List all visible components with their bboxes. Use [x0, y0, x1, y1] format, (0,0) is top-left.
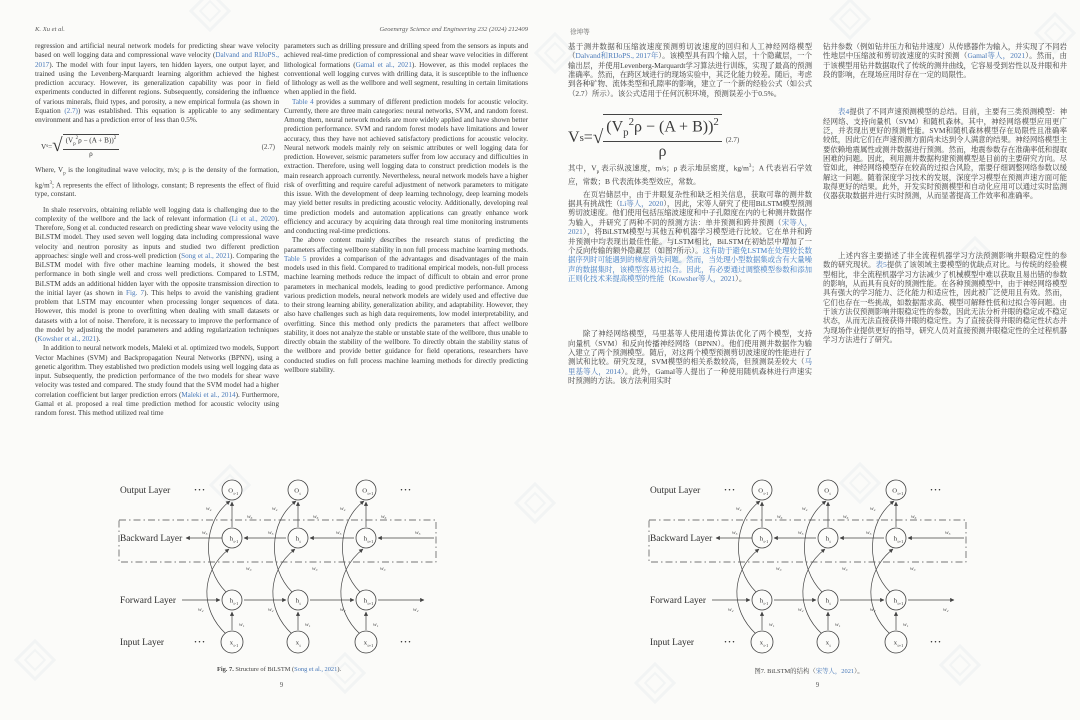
svg-text:h: h — [363, 535, 367, 543]
svg-text:t+1: t+1 — [367, 539, 374, 544]
svg-text:w₅: w₅ — [415, 530, 421, 536]
text-segment: 3 — [748, 164, 752, 170]
citation-link[interactable]: Li et al., 2020 — [231, 214, 275, 223]
text-segment: ). Therefore, Song et al. conducted research on predicting shear wave velocity using the BiLSTM model. They used seven well logging data including compressional wave velocity and neutron porosity as inputs and studied two different prediction approaches: single well and cross-well prediction ( — [35, 214, 279, 260]
text-segment: ; A represents the effect of lithology, constant; B represents the effect of fluid type, constant. — [35, 181, 279, 199]
text-segment: 基于测井数据和压缩波速度预测剪切波速度的回归和人工神经网络模型（ — [568, 42, 812, 61]
text-segment: ) was established. This equation is applicable to any sedimentary environment and has a prediction error of less than 0.5%. — [35, 106, 279, 124]
citation-link[interactable]: Song et al., 2021 — [294, 666, 338, 673]
text-segment: ). — [96, 335, 101, 344]
citation-link[interactable]: Gamal et al., 2021 — [355, 60, 412, 69]
svg-text:w₆: w₆ — [777, 514, 783, 520]
text-segment: ）。 — [854, 668, 864, 675]
citation-link[interactable]: Dalvand and RIJoPS., 2017 — [35, 51, 279, 69]
svg-text:w₃: w₃ — [380, 566, 386, 572]
eq-lhs-sub: s — [46, 144, 49, 150]
paragraph — [35, 206, 279, 345]
svg-text:t: t — [299, 643, 301, 648]
citation-link[interactable]: 马里基等人，2014 — [568, 357, 812, 376]
svg-text:w₅: w₅ — [732, 530, 738, 536]
svg-text:Backward Layer: Backward Layer — [120, 534, 183, 544]
paragraph — [35, 344, 279, 418]
bilstm-diagram — [118, 470, 440, 662]
svg-text:O: O — [758, 487, 763, 495]
paragraph — [35, 166, 279, 200]
paragraph — [823, 42, 1067, 79]
svg-text:x: x — [295, 639, 299, 647]
citation-link[interactable]: 表4 — [838, 107, 850, 117]
svg-text:w₅: w₅ — [268, 530, 274, 536]
text-segment: p — [596, 170, 600, 176]
svg-text:w₄: w₄ — [736, 506, 742, 512]
text-segment: provides a comparison of the advantages and disadvantages of the main models used in this field. Compared to traditional empirical models, non-full process machine learning methods reduce the impact of difficult to obtain and error prone parameters in mechanical models, leading to good predictive performance. Among various prediction models, neural network models are widely used and effective due to their strong learning ability, generalization ability, and adaptability. However, they also have challenges such as high data requirements, low model interpretability, and overfitting. Since this method only predicts the parameters that affect wellbore stability, it does not analyze the stable or unstable state of the wellbore, thus unable to directly obtain the stability of the wellbore. To directly obtain the stability status of the wellbore and provide better guidance for field operations, researchers have conducted studies on full process machine learning methods for directly predicting wellbore stability. — [284, 254, 528, 374]
svg-text:w₄: w₄ — [206, 506, 212, 512]
eq-lhs: V — [41, 142, 47, 151]
svg-text:O: O — [294, 487, 299, 495]
svg-text:t+1: t+1 — [367, 601, 374, 606]
paragraph — [568, 190, 812, 283]
text-segment: BiLSTM的结构（ — [767, 668, 816, 675]
text-segment: In shale reservoirs, obtaining reliable well logging data is challenging due to the complexity of the wellbore and the lack of relevant information ( — [35, 205, 279, 223]
paragraph — [568, 162, 812, 187]
paragraph — [284, 236, 528, 375]
svg-text:w₂: w₂ — [728, 607, 734, 613]
equation-number: (2.7) — [725, 136, 740, 145]
eq-numerator: $(V_p^2\rho - (A + B))^2$ — [63, 136, 120, 149]
svg-text:t-1: t-1 — [763, 601, 769, 606]
svg-text:t: t — [829, 491, 831, 496]
svg-text:t-1: t-1 — [233, 539, 239, 544]
bilstm-structure-figure — [648, 470, 970, 675]
paragraph — [568, 329, 812, 385]
svg-text:w₂: w₂ — [198, 607, 204, 613]
right-page-column-2 — [823, 42, 1067, 344]
equation-number: (2.7) — [261, 142, 275, 151]
text-segment: ). Comparing the BiLSTM model with five other machine learning models, it showed the best performance in both single well and cross well predictions. Compared to LSTM, BiLSTM adds an additional hidden layer with the opposite transmission direction to the initial layer (as shown in — [35, 251, 279, 297]
svg-text:···: ··· — [399, 637, 413, 647]
text-segment: ），将BiLSTM模型与其他五种机器学习模型进行比较。它在单井和跨井预测中均表现出最佳性能。与LSTM相比，BiLSTM在初始层中增加了一个反向传输的额外隐藏层（如图7所示）。 — [568, 227, 812, 255]
text-segment: 这有助于避免LSTM在处理较长数据序列时可能遇到的梯度消失问题。然而，当处理小型数据集或含有大量噪声的数据集时，该模型容易过拟合。因此，有必要通过调整模型参数和添加正则化技术来提高模型的性能 — [568, 245, 813, 283]
svg-text:w₄: w₄ — [272, 506, 278, 512]
svg-text:h: h — [363, 597, 367, 605]
paragraph — [823, 251, 1067, 344]
svg-text:t-1: t-1 — [233, 643, 239, 648]
citation-link[interactable]: Fig. 7 — [126, 288, 145, 297]
text-segment: ). This helps to avoid the vanishing gradient problem that LSTM may encounter when processing longer sequences of data. However, this model is prone to overfitting when dealing with small datasets or datasets with a lot of noise. Therefore, it is necessary to improve the performance of the model by adjusting the model parameters and adding regularization techniques ( — [35, 288, 279, 344]
watermark-icon — [514, 482, 556, 524]
citation-link[interactable]: Gamal等人，2021 — [967, 51, 1026, 61]
svg-text:t+1: t+1 — [897, 539, 904, 544]
left-page-column-2 — [284, 42, 528, 375]
page-number: 9 — [815, 682, 820, 689]
figure-caption — [118, 666, 440, 673]
svg-text:x: x — [229, 639, 233, 647]
svg-text:h: h — [759, 535, 763, 543]
equation-body — [41, 134, 119, 159]
text-segment: ）。 — [735, 273, 747, 283]
page-number: 9 — [279, 682, 284, 689]
svg-text:w₂: w₂ — [798, 607, 804, 613]
bilstm-diagram — [648, 470, 970, 662]
svg-text:w₄: w₄ — [340, 506, 346, 512]
svg-text:h: h — [825, 535, 829, 543]
svg-text:t: t — [829, 601, 831, 606]
figure-caption — [648, 666, 970, 675]
text-segment: In addition to neural network models, Maleki et al. optimized two models, Support Vector Machines (SVM) and Backpropagation Neural Networks (BPNN), using a genetic algorithm. They established two prediction models using well logging data as input. Subsequently, the prediction performance of the two models for shear wave velocity was tested and compared. The study found that the SVM model had a higher correlation coefficient but larger prediction errors ( — [35, 344, 279, 399]
watermark-icon — [14, 639, 56, 681]
svg-text:O: O — [892, 487, 897, 495]
svg-text:w₁: w₁ — [903, 622, 909, 628]
svg-text:t: t — [299, 491, 301, 496]
svg-text:t+1: t+1 — [367, 643, 374, 648]
text-segment: p — [63, 171, 66, 177]
citation-link[interactable]: Table 4 — [292, 97, 314, 106]
citation-link[interactable]: Maleki et al., 2014 — [181, 390, 236, 399]
text-segment: 上述内容主要描述了非全流程机器学习方法预测影响井眼稳定性的参数的研究现状。 — [823, 250, 1067, 270]
text-segment: 提供了该领域主要模型的优缺点对比。与传统的经验模型相比，非全流程机器学习方法减少了机械模型中难以获取且易出错的参数的影响，从而具有良好的预测性能。在各种预测模型中，由于神经网络模型具有强大的学习能力、泛化能力和适应性，因此被广泛使用且有效。然而，它们也存在一些挑战，如数据需求高、模型可解释性低和过拟合等问题。由于该方法仅预测影响井眼稳定性的参数，因此无法分析井眼的稳定或不稳定状态，从而无法直接获得井眼的稳定性。为了直接获得井眼的稳定性状态并为现场作业提供更好的指导，研究人员对直接预测井眼稳定性的全过程机器学习方法进行了研究。 — [823, 260, 1067, 344]
svg-text:···: ··· — [193, 637, 207, 647]
svg-text:Output Layer: Output Layer — [120, 486, 171, 496]
svg-text:w₅: w₅ — [202, 530, 208, 536]
svg-text:t-1: t-1 — [233, 491, 239, 496]
svg-text:w₁: w₁ — [769, 622, 775, 628]
svg-text:w₂: w₂ — [943, 607, 949, 613]
text-segment: 3 — [49, 180, 52, 186]
svg-text:t-1: t-1 — [233, 601, 239, 606]
eq-denominator: ρ — [658, 143, 667, 161]
svg-text:h: h — [893, 597, 897, 605]
svg-text:x: x — [759, 639, 763, 647]
text-segment: ；A 代表岩石学效应，常数；B 代表流体类型效应，常数。 — [568, 163, 813, 187]
svg-text:h: h — [295, 597, 299, 605]
svg-text:Output Layer: Output Layer — [650, 486, 701, 496]
svg-text:w₆: w₆ — [911, 514, 917, 520]
svg-text:O: O — [824, 487, 829, 495]
svg-text:w₅: w₅ — [945, 530, 951, 536]
equation-body — [568, 114, 722, 162]
svg-text:w₁: w₁ — [239, 622, 245, 628]
citation-link[interactable]: Dalvand和RIJoPS., 2017年 — [575, 51, 659, 61]
svg-text:w₁: w₁ — [373, 622, 379, 628]
text-segment: provides a summary of different prediction models for acoustic velocity. Currently, there are three main categories: neural networks, SVM, and random forest. Among them, neural network models are more widely applied and have shown better prediction performance. SVM and random forest models have limitations and lower accuracy, thus they have not achieved satisfactory predictions for acoustic velocity. Neural network models mainly rely on seismic attributes or well logging data for prediction. However, seismic parameters suffer from low accuracy and difficulties in extraction. Therefore, using well logging data to construct prediction models is the main research approach currently. Nevertheless, neural network models have a higher risk of overfitting and require careful adjustment of network parameters to mitigate this issue. With the development of deep learning technology, deep learning models may yield better results in predicting acoustic velocity. Additionally, developing real time prediction models and automation applications can greatly enhance work efficiency and accuracy by acquiring data through real time monitoring instruments and conducting real-time predictions. — [284, 97, 528, 235]
text-segment: （ — [664, 273, 672, 283]
svg-text:w₃: w₃ — [842, 566, 848, 572]
svg-text:h: h — [229, 535, 233, 543]
svg-text:Backward Layer: Backward Layer — [650, 534, 713, 544]
svg-text:w₃: w₃ — [312, 566, 318, 572]
svg-text:w₆: w₆ — [313, 514, 319, 520]
svg-text:t+1: t+1 — [897, 601, 904, 606]
citation-link[interactable]: (2.7) — [64, 106, 78, 115]
citation-link[interactable]: 宋等人，2021 — [568, 217, 812, 237]
svg-text:t+1: t+1 — [897, 491, 904, 496]
paragraph — [284, 98, 528, 237]
text-segment: ）。此外，Gamal等人提出了一种使用随机森林进行声速实时预测的方法。该方法利用实时 — [568, 366, 812, 385]
svg-text:t-1: t-1 — [763, 539, 769, 544]
text-segment: parameters such as drilling pressure and drilling speed from the sensors as inputs and achieved real-time prediction of compressional and shear wave velocities in different lithological formations ( — [284, 42, 528, 69]
text-segment: The above content mainly describes the research status of predicting the parameters affecting wellbore stability in non full process machine learning methods. — [284, 236, 528, 254]
svg-text:Forward Layer: Forward Layer — [120, 596, 176, 606]
text-segment: 其中，V — [568, 163, 597, 173]
svg-text:t: t — [299, 601, 301, 606]
text-segment: ），因此，宋等人研究了使用BiLSTM模型预测剪切波速度。他们使用包括压缩波速度和中子孔隙度在内的七种测井数据作为输入，并研究了两种不同的预测方法：单井预测和跨井预测（ — [568, 199, 812, 227]
text-segment: 图7. — [754, 668, 768, 675]
svg-text:w₆: w₆ — [843, 514, 849, 520]
text-segment: ). Furthermore, Gamal et al. proposed a real time prediction method for acoustic velocity using random forest. This method utilized real time — [35, 390, 279, 418]
svg-text:h: h — [825, 597, 829, 605]
svg-text:x: x — [893, 639, 897, 647]
citation-link[interactable]: Kowsher et al., 2021 — [37, 335, 97, 344]
svg-text:h: h — [893, 535, 897, 543]
citation-link[interactable]: Li等人，2020 — [619, 199, 664, 209]
citation-link[interactable]: 表5 — [875, 260, 887, 270]
paragraph — [568, 42, 812, 98]
svg-text:w₆: w₆ — [247, 514, 253, 520]
svg-text:Input Layer: Input Layer — [120, 638, 164, 648]
svg-text:···: ··· — [929, 485, 943, 495]
bilstm-structure-figure — [118, 470, 440, 673]
svg-text:w₄: w₄ — [870, 506, 876, 512]
text-segment: ). The model with four input layers, ten hidden layers, one output layer, and trained using the Levenberg-Marquardt learning algorithm achieved the highest prediction accuracy. However, its generalization capability was poor in field experiments conducted in different regions. Subsequently, considering the influence of various minerals, fluid types, and porosity, a new empirical formula (as shown in Equation — [35, 60, 279, 115]
text-segment: 表示纵波速度，m/s；ρ 表示地层密度，kg/m — [599, 163, 749, 173]
paragraph — [284, 42, 528, 98]
equation-2-7-cn — [568, 114, 812, 162]
svg-text:t-1: t-1 — [763, 643, 769, 648]
svg-text:···: ··· — [399, 485, 413, 495]
text-segment: ）。该模型具有四个输入层，十个隐藏层，一个输出层，并使用Levenberg-Marquardt学习算法进行训练，实现了最高的预测准确率。然而，在跨区域进行的现场实验中，其泛化能力较差。随后，考虑到各种矿物、流体类型和孔隙率的影响，建立了一个新的经验公式（如公式（2.7）所示）。该公式适用于任何沉积环境，预测误差小于0.5%。 — [568, 51, 812, 98]
text-segment: Fig. 7. — [216, 666, 236, 673]
text-segment: 钻井参数（例如钻井压力和钻井速度）从传感器作为输入，并实现了不同岩性地层中压缩波和剪切波速度的实时预测（ — [823, 42, 1067, 61]
citation-link[interactable]: Song et al., 2021 — [181, 251, 231, 260]
svg-text:x: x — [825, 639, 829, 647]
svg-text:w₂: w₂ — [268, 607, 274, 613]
header-author: K. Xu et al. — [35, 26, 65, 33]
svg-text:w₂: w₂ — [340, 607, 346, 613]
text-segment: 提供了不同声速预测模型的总结。目前，主要有三类预测模型：神经网络、支持向量机（SVM）和随机森林。其中，神经网络模型应用更广泛，并表现出更好的预测性能。SVM和随机森林模型存在局限性且准确率较低，因此它们在声速预测方面尚未达到令人满意的结果。神经网络模型主要依赖地震属性或测井数据进行预测。然而，地震参数存在准确率低和提取困难的问题。因此，利用测井数据构建预测模型是目前的主要研究方向。尽管如此，神经网络模型存在较高的过拟合风险，需要仔细调整网络参数以缓解这一问题。随着深度学习技术的发展，深度学习模型在预测声速方面可能取得更好的结果。此外，开发实时预测模型和自动化应用可以通过实时监测仪器获取数据并进行实时预测，从而显著提高工作效率和准确率。 — [823, 107, 1067, 201]
eq-equals: = — [583, 129, 593, 147]
left-page-header — [35, 26, 528, 33]
svg-text:w₁: w₁ — [305, 622, 311, 628]
svg-text:O: O — [362, 487, 367, 495]
text-segment: ). However, as this model replaces the conventional well logging curves with drilling data, it is susceptible to the influence of lithology as well as the wellbore and well segment, resulting in certain limitations when applied in the field. — [284, 60, 528, 97]
equation-2-7 — [41, 134, 279, 159]
svg-text:w₅: w₅ — [336, 530, 342, 536]
svg-text:w₃: w₃ — [246, 566, 252, 572]
svg-text:···: ··· — [193, 485, 207, 495]
svg-text:h: h — [295, 535, 299, 543]
svg-text:w₂: w₂ — [870, 607, 876, 613]
svg-text:w₆: w₆ — [381, 514, 387, 520]
eq-lhs: V — [568, 129, 580, 147]
radical-sign: √ — [52, 135, 63, 157]
svg-text:t: t — [829, 643, 831, 648]
svg-text:w₃: w₃ — [910, 566, 916, 572]
text-segment: ）。然而，由于该模型用钻井数据取代了传统的测井曲线，它容易受到岩性以及井眼和井段的影响，在现场应用时存在一定的局限性。 — [823, 51, 1067, 80]
svg-text:t+1: t+1 — [367, 491, 374, 496]
text-segment: Where, V — [35, 166, 64, 175]
svg-text:t+1: t+1 — [897, 643, 904, 648]
svg-text:t: t — [829, 539, 831, 544]
paragraph — [823, 107, 1067, 200]
svg-text:h: h — [759, 597, 763, 605]
text-segment: regression and artificial neural network models for predicting shear wave velocity based on well logging data and compressional wave velocity ( — [35, 42, 279, 60]
text-segment: is the longitudinal wave velocity, m/s; ρ is the density of the formation, kg/m — [35, 166, 279, 190]
watermark-icon — [829, 0, 871, 40]
eq-lhs-sub: s — [579, 132, 584, 145]
citation-link[interactable]: Table 5 — [284, 254, 307, 263]
text-segment: Structure of BiLSTM ( — [235, 666, 295, 673]
radical-sign: √ — [592, 126, 604, 148]
svg-text:Input Layer: Input Layer — [650, 638, 694, 648]
header-journal: Geoenergy Science and Engineering 232 (2024) 212409 — [379, 26, 528, 33]
svg-text:t: t — [299, 539, 301, 544]
eq-denominator: ρ — [89, 150, 93, 159]
citation-link[interactable]: Kowsher等人，2021 — [671, 273, 736, 283]
svg-text:x: x — [363, 639, 367, 647]
svg-text:···: ··· — [723, 637, 737, 647]
right-page-column-1 — [568, 42, 812, 385]
eq-equals: = — [48, 142, 53, 151]
svg-text:···: ··· — [929, 637, 943, 647]
svg-text:h: h — [229, 597, 233, 605]
svg-text:w₂: w₂ — [413, 607, 419, 613]
eq-numerator: $(V_p^2\rho - (A + B))^2$ — [603, 116, 722, 142]
svg-text:w₃: w₃ — [776, 566, 782, 572]
text-segment: ). — [337, 666, 342, 673]
right-page-header: 徐坤等 — [570, 29, 590, 36]
citation-link[interactable]: 宋等人，2021 — [815, 668, 855, 675]
svg-text:O: O — [228, 487, 233, 495]
svg-text:w₅: w₅ — [798, 530, 804, 536]
svg-text:w₁: w₁ — [835, 622, 841, 628]
svg-text:w₄: w₄ — [802, 506, 808, 512]
paragraph — [35, 42, 279, 125]
svg-text:w₅: w₅ — [866, 530, 872, 536]
text-segment: 在页岩储层中，由于井眼复杂性和缺乏相关信息，获取可靠的测井数据具有挑战性（ — [568, 189, 812, 209]
text-segment: 除了神经网络模型，马里基等人使用遗传算法优化了两个模型，支持向量机（SVM）和反向传播神经网络（BPNN）。他们使用测井数据作为输入建立了两个预测模型。随后，对这两个模型预测剪切波速度的性能进行了测试和比较。研究发现，SVM模型的相关系数较高，但预测误差较大（ — [568, 329, 812, 367]
svg-text:t-1: t-1 — [763, 491, 769, 496]
svg-text:Forward Layer: Forward Layer — [650, 596, 706, 606]
left-page-column-1 — [35, 42, 279, 418]
svg-text:···: ··· — [723, 485, 737, 495]
